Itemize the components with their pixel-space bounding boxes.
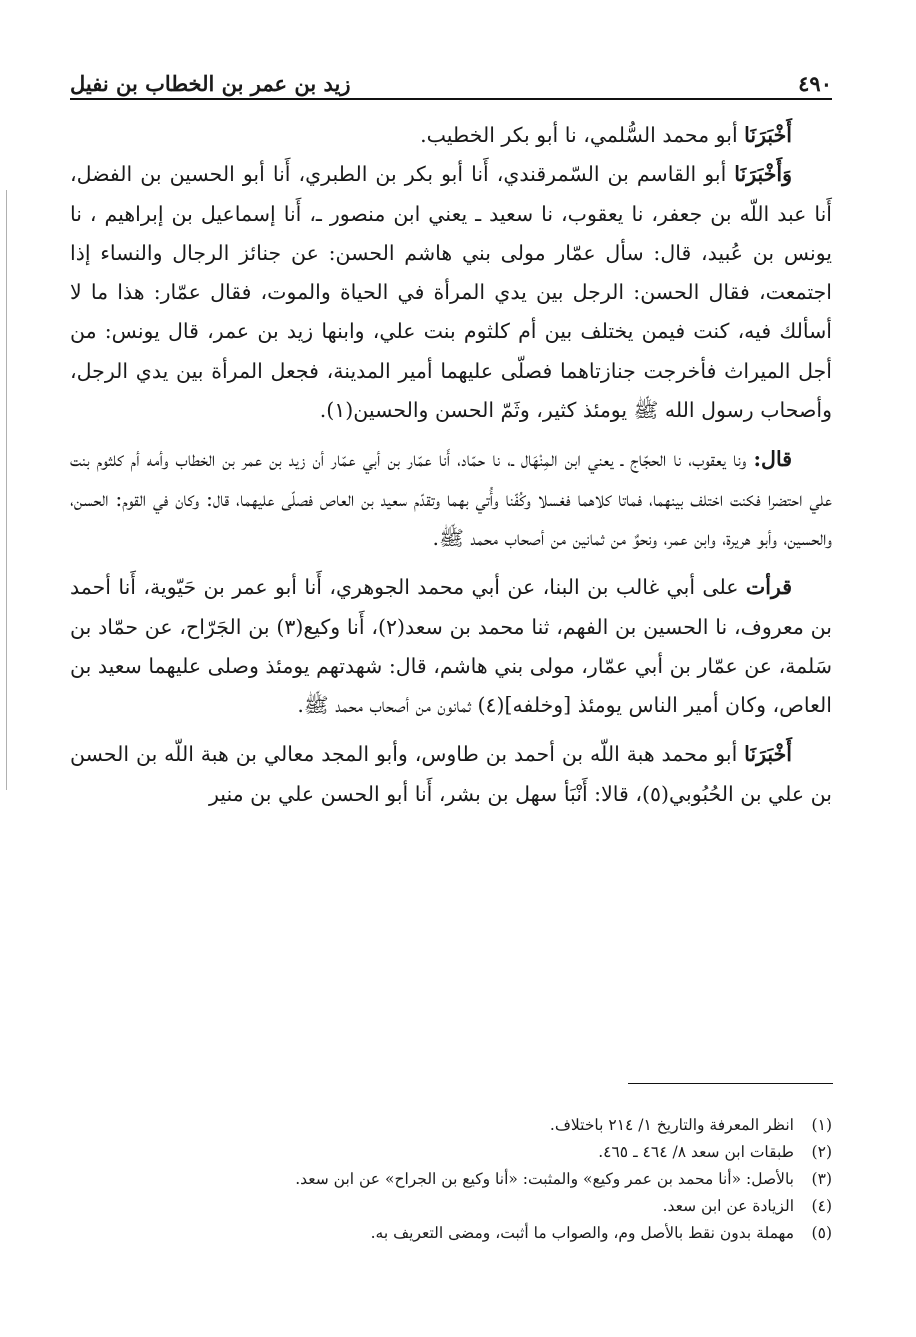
footnote-text: الزيادة عن ابن سعد. bbox=[662, 1197, 794, 1215]
paragraph-text: على أبي غالب بن البنا، عن أبي محمد الجوهري، أَنا أبو عمر بن حَيّوية، أَنا أحمد بن معروف، نا الحسين بن الفهم، ثنا محمد بن سعد(٢)، أَنا وكيع(٣) بن الجَرّاح، عن حمّاد بن سَلمة، عن عمّار بن أبي عمّار، مولى بني هاشم، قال: شهدتهم يومئذ وصلى عليهما سعيد بن العاص، وكان أمير الناس يومئذ [وخلفه](٤) ثمانون من أصحاب محمد ﷺ. bbox=[70, 575, 832, 718]
main-text bbox=[70, 116, 832, 814]
paragraph-lead: أَخْبَرَنَا bbox=[744, 742, 792, 767]
footnote bbox=[70, 1193, 832, 1220]
page-header bbox=[70, 60, 832, 96]
footnotes bbox=[70, 1112, 832, 1247]
footnote-text: انظر المعرفة والتاريخ ١/ ٢١٤ باختلاف. bbox=[549, 1116, 794, 1134]
paragraph-text: أبو القاسم بن السّمرقندي، أَنا أبو بكر بن الطبري، أَنا أبو الحسين بن الفضل، أَنا عبد اللّه بن جعفر، نا يعقوب، نا سعيد ـ يعني ابن منصور ـ، أَنا إسماعيل بن إبراهيم ، نا يونس بن عُبيد، قال: سأل عمّار مولى بني هاشم الحسن: عن جنائز الرجال والنساء إذا اجتمعت، فقال الحسن: الرجل بين يدي المرأة في الحياة والموت، فقال عمّار: هذا ما لا أسألك فيه، كنت فيمن يختلف بين أم كلثوم بنت علي، وابنها زيد بن عمر، قال يونس: من أجل الميراث فأخرجت جنازتاهما فصلّى عليهما أمير المدينة، فجعل المرأة بين يدي الرجل، وأصحاب رسول الله ﷺ يومئذ كثير، وثَمّ الحسن والحسين(١). bbox=[70, 162, 832, 423]
paragraph-4 bbox=[70, 568, 832, 725]
paragraph-lead: وَأَخْبَرَنَا bbox=[734, 162, 792, 187]
footnote-number: (٤) bbox=[811, 1197, 832, 1215]
footnote-text: طبقات ابن سعد ٨/ ٤٦٤ ـ ٤٦٥. bbox=[598, 1143, 794, 1161]
page-number: ٤٩٠ bbox=[798, 71, 832, 96]
paragraph-5 bbox=[70, 735, 832, 814]
paragraph-lead: قال: bbox=[753, 447, 792, 472]
paragraph-text: أبو محمد هبة اللّه بن أحمد بن طاوس، وأبو المجد معالي بن هبة اللّه بن الحسن بن علي بن الحُبُوبي(٥)، قالا: أَنْبَأ سهل بن بشر، أَنا أبو الحسن علي بن منير bbox=[70, 742, 832, 806]
footnote-rule bbox=[628, 1083, 833, 1084]
footnote-number: (٢) bbox=[811, 1143, 832, 1161]
running-title: زيد بن عمر بن الخطاب بن نفيل bbox=[70, 71, 351, 96]
paragraph-lead: أَخْبَرَنَا bbox=[744, 123, 792, 147]
paragraph-1 bbox=[70, 116, 832, 155]
footnote-text: بالأصل: «أنا محمد بن عمر وكيع» والمثبت: «أنا وكيع بن الجراح» عن ابن سعد. bbox=[295, 1170, 794, 1188]
footnote-number: (٣) bbox=[811, 1170, 832, 1188]
footnote-text: مهملة بدون نقط بالأصل وم، والصواب ما أثبت، ومضى التعريف به. bbox=[370, 1224, 794, 1242]
page-edge-line bbox=[6, 190, 7, 790]
paragraph-3 bbox=[70, 440, 832, 558]
paragraph-text: أبو محمد السُّلمي، نا أبو بكر الخطيب. bbox=[420, 123, 745, 147]
header-rule bbox=[70, 98, 832, 100]
paragraph-text: ونا يعقوب، نا الحجّاج ـ يعني ابن المِنْهَال ـ، نا حمّاد، أَنا عمّار بن أبي عمّار أن زيد بن عمر بن الخطاب وأمه أم كلثوم بنت علي احتضرا فكنت اختلف بينهما، فماتا كلاهما فغسلا وكُفّنا وأُتي بهما وتقدّم سعيد بن العاص فصلّى عليهما، قال: وكان في القوم: الحسن، والحسين، وأبو هريرة، وابن عمر، ونحوٌ من ثمانين من أصحاب محمد ﷺ. bbox=[70, 447, 832, 550]
footnote bbox=[70, 1139, 832, 1166]
paragraph-2 bbox=[70, 155, 832, 430]
paragraph-lead: قرأت bbox=[745, 575, 792, 600]
footnote-number: (١) bbox=[811, 1116, 832, 1134]
footnote-number: (٥) bbox=[811, 1224, 832, 1242]
footnote bbox=[70, 1166, 832, 1193]
footnote bbox=[70, 1220, 832, 1247]
footnote bbox=[70, 1112, 832, 1139]
